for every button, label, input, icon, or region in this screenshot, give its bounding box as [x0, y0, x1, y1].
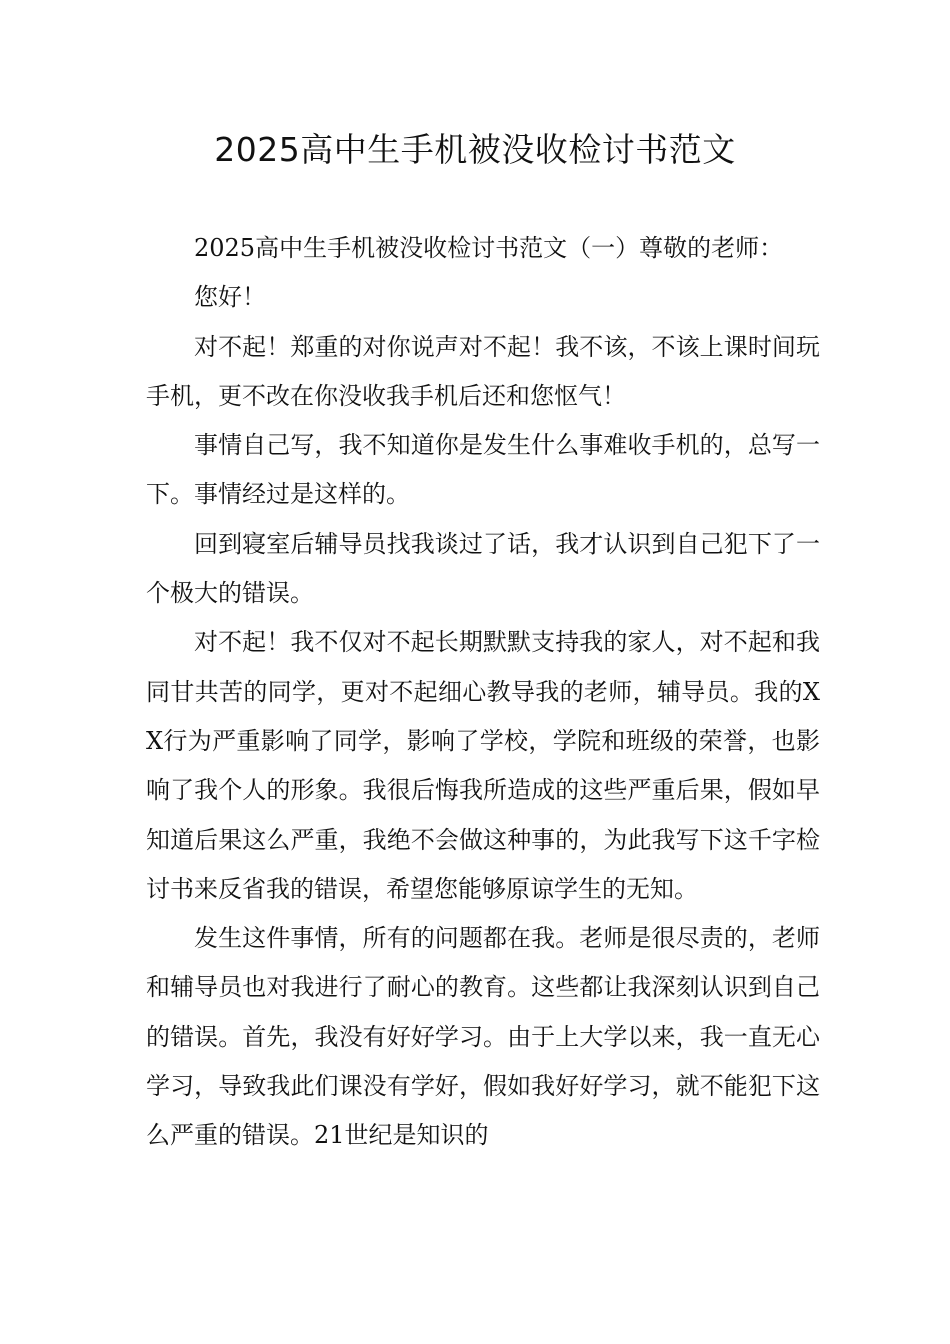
- paragraph-reflection: 对不起！我不仅对不起长期默默支持我的家人，对不起和我同甘共苦的同学，更对不起细心教导我的老师，辅导员。我的XX行为严重影响了同学，影响了学校，学院和班级的荣誉，也影响了我个人的形象。我很后悔我所造成的这些严重后果，假如早知道后果这么严重，我绝不会做这种事的，为此我写下这千字检讨书来反省我的错误，希望您能够原谅学生的无知。: [146, 628, 820, 903]
- document-body: [146, 224, 820, 1161]
- paragraph-realization: 回到寝室后辅导员找我谈过了话，我才认识到自己犯下了一个极大的错误。: [146, 529, 820, 608]
- paragraph-apology: 对不起！郑重的对你说声对不起！我不该，不该上课时间玩手机，更不改在你没收我手机后还和您怄气！: [146, 332, 820, 410]
- paragraph-greeting: 您好！: [194, 283, 266, 312]
- document-title: 2025高中生手机被没收检讨书范文: [214, 130, 736, 169]
- paragraph-circumstance: 事情自己写，我不知道你是发生什么事难收手机的，总写一下。事情经过是这样的。: [146, 431, 820, 509]
- paragraph-heading-line: 2025高中生手机被没收检讨书范文（一）尊敬的老师：: [194, 234, 784, 262]
- paragraph-responsibility: 发生这件事情，所有的问题都在我。老师是很尽责的，老师和辅导员也对我进行了耐心的教育。这些都让我深刻认识到自己的错误。首先，我没有好好学习。由于上大学以来，我一直无心学习，导致我此们课没有学好，假如我好好学习，就不能犯下这么严重的错误。21世纪是知识的: [146, 924, 820, 1150]
